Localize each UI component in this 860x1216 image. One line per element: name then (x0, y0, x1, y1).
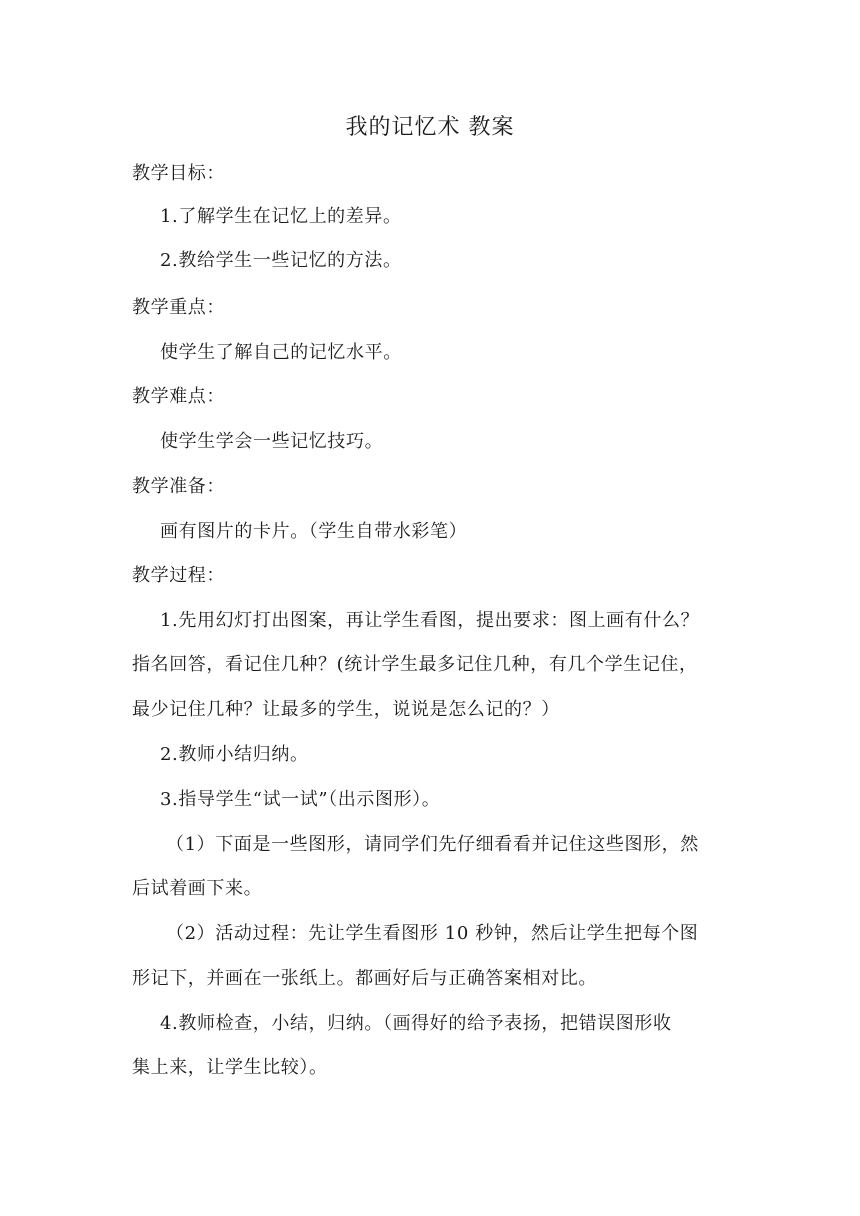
difficulty-text: 使学生学会一些记忆技巧。 (160, 431, 384, 452)
objective-1: 1.了解学生在记忆上的差异。 (160, 206, 402, 227)
step-4-line-1: 4.教师检查，小结，归纳。（画得好的给予表扬，把错误图形收 (160, 1013, 672, 1034)
step-2: 2.教师小结归纳。 (160, 744, 309, 765)
document-title: 我的记忆术 教案 (345, 115, 515, 140)
preparation-text: 画有图片的卡片。（学生自带水彩笔） (160, 521, 468, 542)
step-4-line-2: 集上来，让学生比较）。 (132, 1057, 328, 1078)
step-3-2-line-1: （2）活动过程：先让学生看图形 10 秒钟，然后让学生把每个图 (166, 923, 699, 944)
objective-2: 2.教给学生一些记忆的方法。 (160, 250, 402, 271)
key-point-text: 使学生了解自己的记忆水平。 (160, 342, 402, 363)
step-3: 3.指导学生“试一试”（出示图形）。 (160, 789, 441, 810)
difficulty-heading: 教学难点： (132, 386, 225, 407)
key-point-heading: 教学重点： (132, 297, 225, 318)
preparation-heading: 教学准备： (132, 476, 225, 497)
step-1-line-1: 1.先用幻灯打出图案，再让学生看图，提出要求：图上画有什么？ (160, 610, 700, 631)
step-1-line-2: 指名回答，看记住几种？(统计学生最多记住几种，有几个学生记住， (132, 654, 698, 675)
step-3-1-line-2: 后试着画下来。 (132, 878, 263, 899)
step-3-1-line-1: （1）下面是一些图形，请同学们先仔细看看并记住这些图形，然 (166, 834, 699, 855)
process-heading: 教学过程： (132, 565, 225, 586)
step-3-2-line-2: 形记下，并画在一张纸上。都画好后与正确答案相对比。 (132, 968, 597, 989)
objectives-heading: 教学目标： (132, 163, 225, 184)
step-1-line-3: 最少记住几种？让最多的学生，说说是怎么记的？） (132, 699, 560, 720)
